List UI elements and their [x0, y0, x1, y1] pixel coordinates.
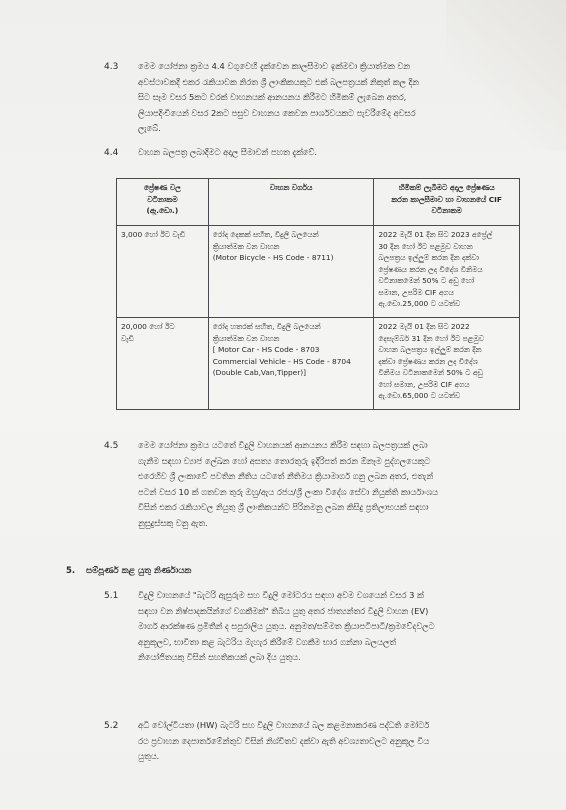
para-4-5-line: මෙම යෝජනා ක්‍රමය යටතේ විදුලි වාහනයක් ආනයනය කිරීම සඳහා බලපත්‍රයක් ලබා — [138, 440, 428, 450]
para-5-1-line: අනුකූලව, භාවිතා කළ බැටරිය මැහැර කිරීමේ වගකීම භාර ගන්නා බලයලත් — [138, 636, 397, 647]
cell-eligibility-period — [374, 318, 520, 410]
section-5-number: 5. — [66, 566, 76, 576]
cell-line: වාහන බලපත්‍රය ඉල්ලුම් කරන දින — [378, 345, 482, 354]
header-line: වටිනාකම — [431, 206, 462, 215]
para-4-3-body — [138, 59, 528, 137]
cell-line: දක්වා ප්‍රේෂණය කරන ලද විදේශ — [378, 356, 478, 366]
para-4-3-line: ලියාපදිංචියෙන් වසර 2කට පසුව වාහනය කෙවන පාර්ශවයකට පැවරීමේද අවසර — [138, 107, 416, 118]
para-5-1-number: 5.1 — [104, 591, 119, 601]
header-line: (ඇ.ඩො.) — [146, 206, 179, 215]
para-5-2-body — [138, 718, 528, 765]
header-line: හිමිකම් ලැබීමට අදාල ප්‍රේෂණය — [398, 183, 495, 192]
para-4-4-number: 4.4 — [104, 148, 119, 158]
para-4-3-line: මෙම යෝජනා ක්‍රමය 4.4 වගුවෙහි දැක්වෙන කාලසීමාව ඉක්මවා ක්‍රියාත්මක වන — [138, 61, 411, 71]
table-row — [117, 226, 520, 318]
cell-line: විනිමය වටිනාකමෙන් 50% ට අඩු — [378, 368, 483, 377]
cell-line: සමාන, උපරිම CIF අගය — [378, 287, 454, 297]
para-4-5-line: පටන් වසර 10 ක් ගතවන තුරු ඔහු/ඇය රජය/ශ්‍රී ලංකා විදේශ සේවා නියුක්ති කාර්යාංශය — [138, 486, 439, 497]
cell-line: ක්‍රියාත්මක වන වාහන — [212, 241, 280, 251]
table-row — [117, 318, 520, 410]
header-eligibility-period — [374, 179, 520, 226]
para-4-3-number: 4.3 — [104, 62, 119, 72]
cell-line: වැඩි — [121, 333, 134, 343]
cell-eligibility-period — [374, 226, 520, 318]
header-line: ප්‍රේෂණ වල — [143, 183, 181, 192]
para-5-2-number: 5.2 — [104, 721, 119, 731]
cell-line: 20,000 හෝ ඊට — [121, 322, 175, 331]
para-4-5-line: එරෙහිව ශ්‍රී ලංකාවේ පවතින නීතිය යටතේ නීතිමය ක්‍රියාමාර්ග ගනු ලබන අතර, එතැන් — [138, 471, 434, 481]
cell-line: රෝද හතරක් සහිත, විදුලි බලයෙන් — [212, 322, 321, 331]
table-header-row — [117, 179, 520, 226]
cell-line: බලපත්‍රය ඉල්ලුම් කරන දින දක්වා — [378, 253, 479, 262]
header-line: වාහන වර්ගය — [269, 183, 313, 192]
para-4-3-line: සිට සෑම වසර 5කට වරක් වාහනයක් ආනයනය කිරීමට හිමිකම් ලැබෙන අතර, — [138, 92, 407, 102]
para-5-1-line: සඳහා වන නිෂ්පාදකයින්ගේ වගකීමක්" තිබිය යුතු අතර ජාත්‍යන්තර විදුලි වාහන (EV) — [138, 605, 429, 616]
para-5-2-line: අධි වෝල්ටීයතා (HW) බැටරි සහ විදුලි වාහනයේ බල කළමනාකරණ පද්ධති මෝටර් — [138, 720, 430, 730]
cell-line: දෙසැම්බර් 31 දින හෝ ඊට පළමුව — [378, 333, 484, 343]
cell-line: 2022 මැයි 01 දින සිට 2023 අප්‍රේල් — [378, 230, 493, 239]
para-4-5-line: ගැනීම සඳහා ව්‍යාජ ලේඛන හෝ අසත්‍ය තොරතුරු ඉදිරිපත් කරන ඕනෑම පුද්ගලයෙකුට — [138, 455, 431, 466]
para-5-1-line: මාර්ග ආරක්ෂණ ප්‍රමිතීන් ද සපුරාලිය යුතුය. අනුමත/සම්මත ක්‍රියාපටිපාටි/ක්‍රමවේදවලට — [138, 621, 435, 631]
para-4-3-line: අවස්ථාවකදී එකර රැකියාවක නිරත ශ්‍රී ලාංකිකයකුට එක් බලපත්‍රයක් නිකුත් කල දින — [138, 76, 419, 87]
para-4-3-line: ලැබේ. — [138, 123, 161, 133]
cell-line: හෝ සමාන, උපරිම CIF අගය — [378, 379, 470, 389]
cell-line: ප්‍රේෂණය කරන ලද විදේශ විනිමය — [378, 264, 483, 274]
para-5-1-body — [138, 588, 528, 666]
header-line: කරන කාලසීමාව හා වාහනයේ CIF — [391, 194, 502, 204]
cell-remittance — [117, 318, 209, 410]
para-4-4-text: වාහන බලපත්‍ර ලබාදීමට අදාල සීමාවන් පහත දැක්වේ. — [138, 147, 318, 157]
cell-line: ක්‍රියාත්මක වන වාහන — [212, 333, 280, 343]
cell-line: ඇ.ඩො.25,000 ට යටත්ව — [378, 299, 461, 308]
cell-line: ඇ.ඩො.65,000 ට යටත්ව — [378, 391, 461, 400]
cell-line: 3,000 හෝ ඊට වැඩි — [121, 230, 186, 239]
para-4-5-line: නුසුදුස්සකු වනු ඇත. — [138, 517, 208, 528]
cell-line: Commercial Vehicle - HS Code - 8704 — [212, 356, 351, 366]
vehicle-permit-limits-table — [116, 178, 520, 410]
header-line: වටිනාකම — [147, 194, 178, 204]
para-4-5-number: 4.5 — [104, 441, 119, 451]
header-remittance-value — [117, 179, 209, 226]
para-5-1-line: විදුලි වාහනයේ "බැටරි ඇසුරුම සහ විදුලි මෝටරය සඳහා අවම වශයෙන් වසර 3 ක් — [138, 590, 424, 600]
cell-line: 30 දින හෝ ඊට පළමුව වාහන — [378, 241, 473, 251]
cell-line: 2022 මැයි 01 දින සිට 2022 — [378, 322, 470, 331]
cell-line: (Double Cab,Van,Tipper)] — [212, 368, 307, 377]
cell-vehicle-type — [208, 318, 374, 410]
para-5-2-line: රථ ප්‍රවාහන දෙපාර්තමේන්තුව විසින් නිශ්චිතව දක්වා ඇති අවශ්‍යතාවලට අනුකූල විය — [138, 735, 430, 746]
cell-remittance — [117, 226, 209, 318]
header-vehicle-type — [208, 179, 374, 226]
para-5-1-line: නියෝජිතයකු විසින් සහතිකයක් ලබා දිය යුතුය. — [138, 652, 301, 662]
cell-line: (Motor Bicycle - HS Code - 8711) — [212, 253, 334, 262]
para-5-2-line: යුතුය. — [138, 751, 160, 761]
cell-line: වටිනාකමෙන් 50% ට අඩු හෝ — [378, 276, 475, 285]
para-4-5-body — [138, 438, 528, 531]
section-5-title: සම්පූර්ණ කළ යුතු නිර්ණායක — [86, 566, 192, 576]
para-4-5-line: විසින් එකර රැකියාවල නියුතු ශ්‍රී ලාංකිකයන්ට පිරිනමනු ලබන කිසිදු ප්‍රතිලාභයක් සඳහා — [138, 502, 429, 512]
cell-line: [ Motor Car - HS Code - 8703 — [212, 345, 320, 354]
cell-line: රෝද දෙකක් සහිත, විදුලි බලයෙන් — [212, 230, 319, 239]
cell-vehicle-type — [208, 226, 374, 318]
